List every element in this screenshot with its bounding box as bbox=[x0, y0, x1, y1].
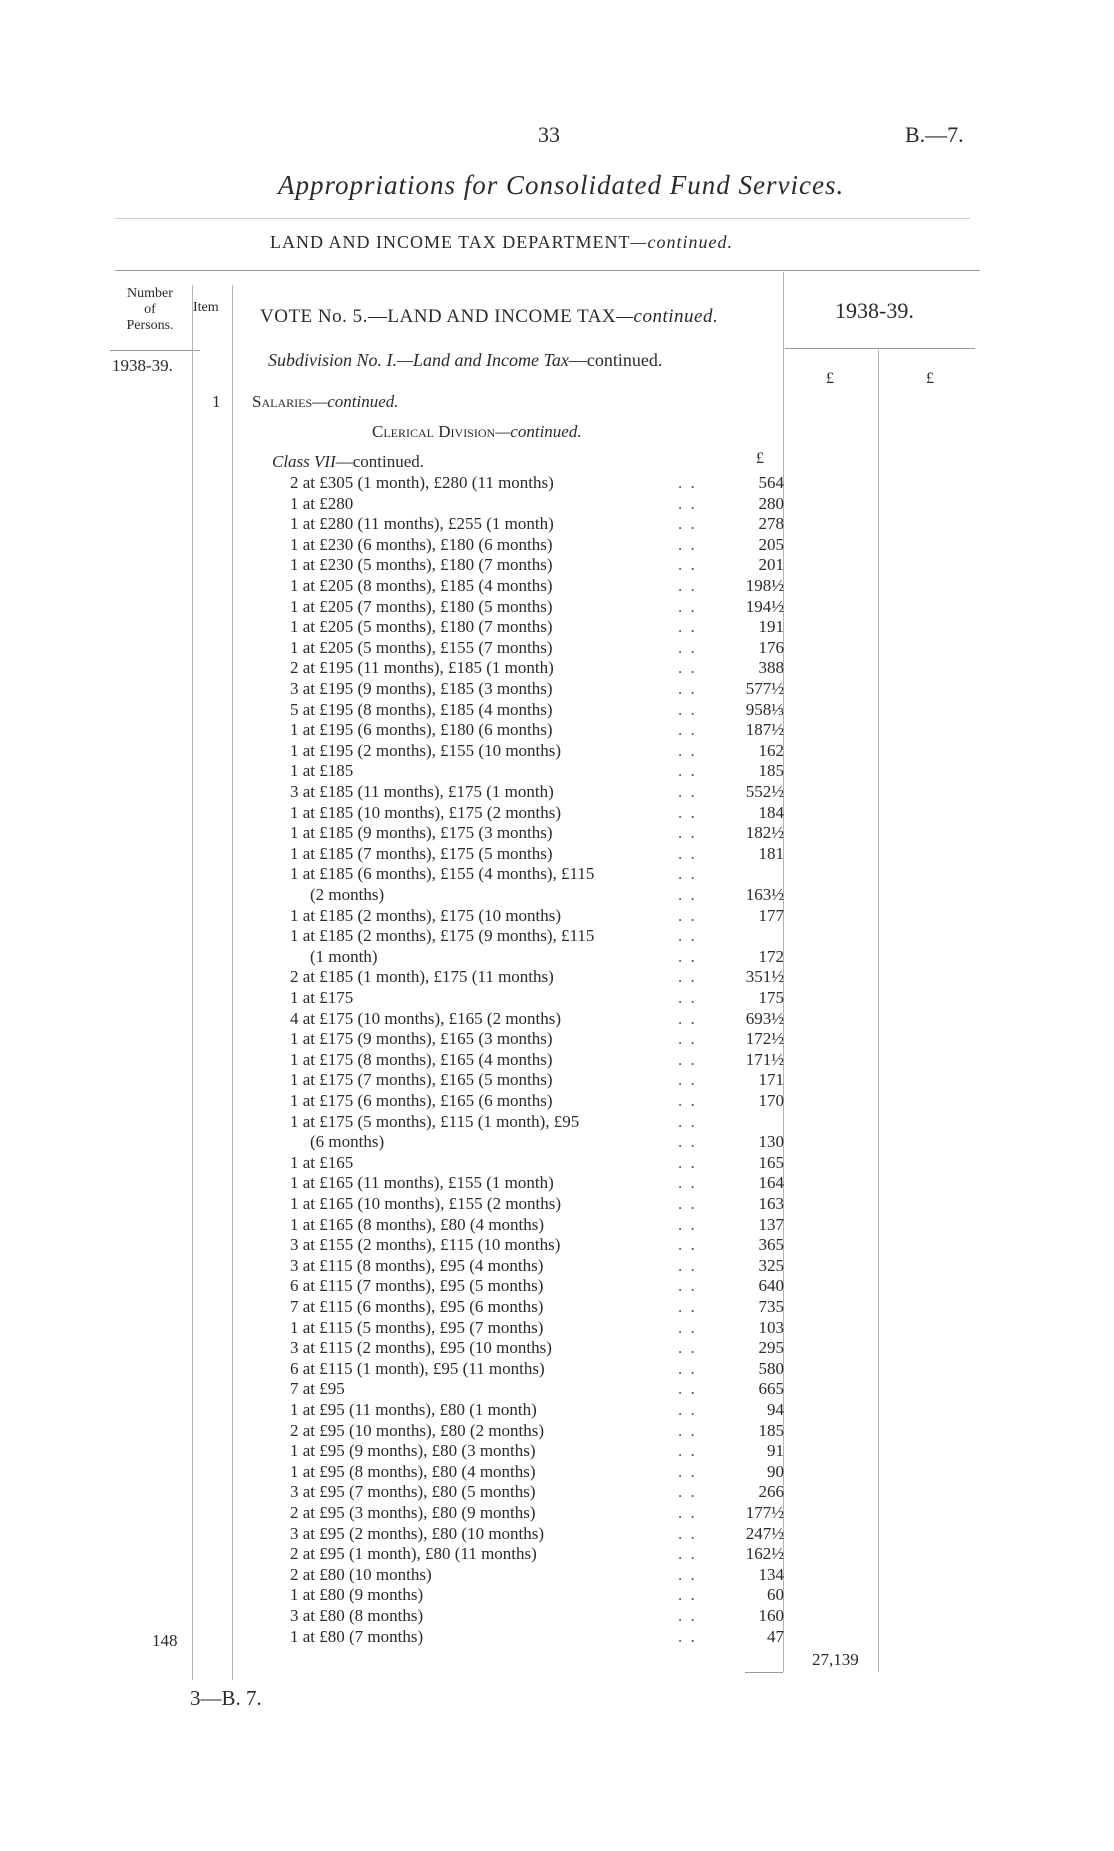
leader-dots: . . bbox=[678, 1441, 697, 1461]
title-rule bbox=[115, 218, 970, 219]
entry-amount: 665 bbox=[758, 1379, 784, 1399]
leader-dots: . . bbox=[678, 637, 697, 657]
table-row bbox=[0, 1131, 1114, 1152]
year-right-rule bbox=[785, 348, 975, 349]
entry-description: 1 at £165 (11 months), £155 (1 month) bbox=[290, 1173, 554, 1193]
entry-description: 1 at £195 (2 months), £155 (10 months) bbox=[290, 740, 562, 760]
entry-amount: 351½ bbox=[745, 967, 784, 987]
entry-amount: 170 bbox=[758, 1091, 784, 1110]
table-row bbox=[0, 1296, 1114, 1317]
salaries-heading bbox=[252, 392, 399, 412]
table-row bbox=[0, 966, 1114, 987]
leader-dots: . . bbox=[678, 699, 697, 719]
entry-description: 1 at £195 (6 months), £180 (6 months) bbox=[290, 720, 553, 740]
entry-amount: 577½ bbox=[745, 679, 784, 698]
class-heading bbox=[272, 452, 424, 472]
leader-dots: . . bbox=[678, 617, 697, 637]
entry-amount: 735 bbox=[758, 1297, 784, 1316]
leader-dots: . . bbox=[678, 1606, 697, 1625]
entry-description: 7 at £95 bbox=[290, 1379, 345, 1399]
table-row bbox=[0, 657, 1114, 678]
leader-dots: . . bbox=[678, 1297, 697, 1316]
entry-amount: 295 bbox=[758, 1338, 784, 1358]
table-row bbox=[0, 946, 1114, 967]
table-row bbox=[0, 513, 1114, 534]
class-text: Class VII bbox=[272, 452, 336, 471]
table-row bbox=[0, 1378, 1114, 1399]
leader-dots: . . bbox=[678, 679, 697, 698]
entry-description: 1 at £95 (9 months), £80 (3 months) bbox=[290, 1441, 536, 1461]
table-row bbox=[0, 1214, 1114, 1235]
entry-amount: 176 bbox=[758, 637, 784, 657]
entry-amount: 162 bbox=[758, 740, 784, 760]
entry-amount: 185 bbox=[758, 761, 784, 781]
table-row bbox=[0, 1193, 1114, 1214]
table-row bbox=[0, 1152, 1114, 1173]
table-row bbox=[0, 534, 1114, 555]
entry-description: 1 at £165 (8 months), £80 (4 months) bbox=[290, 1214, 545, 1234]
leader-dots: . . bbox=[678, 864, 697, 884]
entry-description: 1 at £280 bbox=[290, 493, 354, 513]
table-row bbox=[0, 1337, 1114, 1358]
leader-dots: . . bbox=[678, 493, 697, 513]
division-heading bbox=[372, 422, 582, 442]
entry-description: 1 at £175 (7 months), £165 (5 months) bbox=[290, 1070, 553, 1090]
entry-amount: 182½ bbox=[745, 823, 784, 843]
entry-description: 1 at £185 (2 months), £175 (9 months), £115 bbox=[290, 926, 595, 946]
entry-amount: 388 bbox=[758, 658, 784, 678]
leader-dots: . . bbox=[678, 1255, 697, 1275]
entry-amount: 171 bbox=[758, 1070, 784, 1090]
leader-dots: . . bbox=[678, 1626, 697, 1646]
table-row bbox=[0, 987, 1114, 1008]
entry-amount: 194½ bbox=[745, 596, 784, 616]
entry-amount: 130 bbox=[758, 1132, 784, 1152]
table-row bbox=[0, 1255, 1114, 1276]
division-continued: —continued. bbox=[495, 422, 582, 441]
entry-amount: 172½ bbox=[745, 1029, 784, 1049]
table-row bbox=[0, 1358, 1114, 1379]
table-row bbox=[0, 781, 1114, 802]
entry-description: 1 at £230 (6 months), £180 (6 months) bbox=[290, 534, 553, 554]
leader-dots: . . bbox=[678, 967, 697, 987]
table-row bbox=[0, 1605, 1114, 1626]
item-number: 1 bbox=[212, 392, 221, 411]
leader-dots: . . bbox=[678, 1214, 697, 1234]
entry-description: 2 at £195 (11 months), £185 (1 month) bbox=[290, 658, 554, 678]
leader-dots: . . bbox=[678, 843, 697, 863]
entry-amount: 134 bbox=[758, 1564, 784, 1584]
leader-dots: . . bbox=[678, 576, 697, 595]
entry-description: 1 at £185 bbox=[290, 761, 354, 781]
entry-amount: 552½ bbox=[745, 782, 784, 801]
entry-amount: 90 bbox=[767, 1461, 784, 1481]
entry-description: 5 at £195 (8 months), £185 (4 months) bbox=[290, 699, 553, 719]
entry-description: 1 at £175 (6 months), £165 (6 months) bbox=[290, 1091, 553, 1110]
entry-description: 4 at £175 (10 months), £165 (2 months) bbox=[290, 1008, 562, 1028]
entry-description: 1 at £205 (5 months), £155 (7 months) bbox=[290, 637, 553, 657]
entry-description: 3 at £80 (8 months) bbox=[290, 1606, 424, 1625]
table-row bbox=[0, 884, 1114, 905]
leader-dots: . . bbox=[678, 1049, 697, 1069]
table-row bbox=[0, 1275, 1114, 1296]
table-row bbox=[0, 740, 1114, 761]
leader-dots: . . bbox=[678, 1482, 697, 1502]
class-continued: —continued. bbox=[335, 452, 425, 471]
entry-amount: 137 bbox=[758, 1214, 784, 1234]
entry-amount: 278 bbox=[758, 514, 784, 534]
leader-dots: . . bbox=[678, 740, 697, 760]
subdivision-heading bbox=[268, 350, 662, 371]
leader-dots: . . bbox=[678, 534, 697, 554]
entry-description: 1 at £230 (5 months), £180 (7 months) bbox=[290, 555, 553, 575]
leader-dots: . . bbox=[678, 885, 697, 904]
total-amount: 27,139 bbox=[812, 1650, 859, 1669]
leader-dots: . . bbox=[678, 988, 697, 1007]
entry-amount: 185 bbox=[758, 1420, 784, 1440]
entry-amount: 205 bbox=[758, 534, 784, 554]
entry-description: 7 at £115 (6 months), £95 (6 months) bbox=[290, 1297, 544, 1316]
leader-dots: . . bbox=[678, 1008, 697, 1028]
table-row bbox=[0, 1523, 1114, 1544]
document-reference: B.—7. bbox=[905, 122, 964, 147]
entry-amount: 177½ bbox=[745, 1503, 784, 1522]
entry-amount: 175 bbox=[758, 988, 784, 1007]
table-row bbox=[0, 1234, 1114, 1255]
leader-dots: . . bbox=[678, 1585, 697, 1605]
table-row bbox=[0, 822, 1114, 843]
entry-amount: 325 bbox=[758, 1255, 784, 1275]
entry-description: 3 at £95 (2 months), £80 (10 months) bbox=[290, 1523, 545, 1543]
entry-amount: 198½ bbox=[745, 576, 784, 595]
year-left-header: 1938-39. bbox=[112, 356, 173, 375]
entry-amount: 201 bbox=[758, 555, 784, 575]
leader-dots: . . bbox=[678, 1544, 697, 1564]
entry-description: (1 month) bbox=[310, 946, 378, 966]
entry-amount: 163 bbox=[758, 1194, 784, 1213]
entry-amount: 177 bbox=[758, 905, 784, 925]
vote-title-text: VOTE No. 5.—LAND AND INCOME TAX bbox=[260, 306, 617, 327]
entry-amount: 47 bbox=[767, 1626, 784, 1646]
leader-dots: . . bbox=[678, 802, 697, 822]
entry-description: 2 at £95 (1 month), £80 (11 months) bbox=[290, 1544, 537, 1564]
table-row bbox=[0, 1440, 1114, 1461]
salaries-text: Salaries bbox=[252, 392, 313, 411]
entry-amount: 640 bbox=[758, 1276, 784, 1296]
entry-amount: 580 bbox=[758, 1358, 784, 1378]
entry-description: 2 at £185 (1 month), £175 (11 months) bbox=[290, 967, 554, 987]
entry-description: (2 months) bbox=[310, 885, 385, 904]
table-row bbox=[0, 1028, 1114, 1049]
leader-dots: . . bbox=[678, 823, 697, 843]
leader-dots: . . bbox=[678, 555, 697, 575]
leader-dots: . . bbox=[678, 1029, 697, 1049]
table-row bbox=[0, 925, 1114, 946]
entry-description: 2 at £305 (1 month), £280 (11 months) bbox=[290, 473, 554, 492]
table-row bbox=[0, 1564, 1114, 1585]
entry-description: 1 at £175 (9 months), £165 (3 months) bbox=[290, 1029, 553, 1049]
entry-amount: 162½ bbox=[745, 1544, 784, 1564]
item-header: Item bbox=[193, 300, 219, 315]
entry-description: 1 at £165 (10 months), £155 (2 months) bbox=[290, 1194, 562, 1213]
leader-dots: . . bbox=[678, 1400, 697, 1419]
entry-amount: 103 bbox=[758, 1317, 784, 1337]
entry-amount: 693½ bbox=[745, 1008, 784, 1028]
leader-dots: . . bbox=[678, 473, 697, 492]
persons-header-rule bbox=[110, 350, 200, 351]
leader-dots: . . bbox=[678, 1523, 697, 1543]
table-row bbox=[0, 719, 1114, 740]
leader-dots: . . bbox=[678, 1194, 697, 1213]
subdivision-text: Subdivision No. I.—Land and Income Tax bbox=[268, 350, 569, 370]
entry-description: 1 at £205 (7 months), £180 (5 months) bbox=[290, 596, 553, 616]
year-right-header: 1938-39. bbox=[835, 298, 914, 323]
entry-description: 2 at £95 (10 months), £80 (2 months) bbox=[290, 1420, 545, 1440]
pound-header-2: £ bbox=[926, 370, 934, 387]
subtotal-rule bbox=[745, 1672, 783, 1673]
leader-dots: . . bbox=[678, 782, 697, 801]
table-row bbox=[0, 493, 1114, 514]
table-row bbox=[0, 1502, 1114, 1523]
entry-amount: 365 bbox=[758, 1235, 784, 1255]
footer-reference: 3—B. 7. bbox=[190, 1686, 262, 1710]
table-row bbox=[0, 863, 1114, 884]
entry-description: 6 at £115 (1 month), £95 (11 months) bbox=[290, 1358, 545, 1378]
entry-description: 1 at £205 (8 months), £185 (4 months) bbox=[290, 576, 553, 595]
table-row bbox=[0, 616, 1114, 637]
leader-dots: . . bbox=[678, 905, 697, 925]
vote-title bbox=[260, 306, 718, 328]
table-row bbox=[0, 802, 1114, 823]
entry-description: 1 at £80 (9 months) bbox=[290, 1585, 424, 1605]
entry-description: 1 at £80 (7 months) bbox=[290, 1626, 424, 1646]
leader-dots: . . bbox=[678, 1132, 697, 1152]
page-title: Appropriations for Consolidated Fund Services. bbox=[278, 170, 845, 200]
entry-description: 1 at £115 (5 months), £95 (7 months) bbox=[290, 1317, 544, 1337]
table-row bbox=[0, 1481, 1114, 1502]
entry-amount: 163½ bbox=[745, 885, 784, 904]
entry-amount: 164 bbox=[758, 1173, 784, 1193]
table-row bbox=[0, 1317, 1114, 1338]
pound-header-1: £ bbox=[826, 370, 834, 387]
leader-dots: . . bbox=[678, 1358, 697, 1378]
entry-amount: 165 bbox=[758, 1152, 784, 1172]
leader-dots: . . bbox=[678, 1152, 697, 1172]
entry-description: 1 at £185 (2 months), £175 (10 months) bbox=[290, 905, 562, 925]
leader-dots: . . bbox=[678, 1111, 697, 1131]
leader-dots: . . bbox=[678, 720, 697, 740]
entry-description: 1 at £205 (5 months), £180 (7 months) bbox=[290, 617, 553, 637]
table-row bbox=[0, 1008, 1114, 1029]
amount-pound-sign: £ bbox=[756, 450, 764, 467]
entry-description: 2 at £80 (10 months) bbox=[290, 1564, 432, 1584]
table-row bbox=[0, 678, 1114, 699]
table-top-rule bbox=[115, 270, 980, 271]
entry-amount: 958⅓ bbox=[745, 699, 784, 719]
table-row bbox=[0, 1461, 1114, 1482]
entry-description: 1 at £185 (6 months), £155 (4 months), £115 bbox=[290, 864, 595, 884]
entry-description: 6 at £115 (7 months), £95 (5 months) bbox=[290, 1276, 544, 1296]
total-persons: 148 bbox=[152, 1631, 178, 1650]
table-row bbox=[0, 1399, 1114, 1420]
leader-dots: . . bbox=[678, 658, 697, 678]
table-row bbox=[0, 1543, 1114, 1564]
entry-description: 1 at £175 bbox=[290, 988, 354, 1007]
entry-amount: 247½ bbox=[745, 1523, 784, 1543]
table-row bbox=[0, 1584, 1114, 1605]
table-row bbox=[0, 699, 1114, 720]
entry-amount: 184 bbox=[758, 802, 784, 822]
entry-description: 1 at £95 (8 months), £80 (4 months) bbox=[290, 1461, 536, 1481]
leader-dots: . . bbox=[678, 596, 697, 616]
department-name: LAND AND INCOME TAX DEPARTMENT bbox=[270, 232, 631, 252]
entry-description: 3 at £195 (9 months), £185 (3 months) bbox=[290, 679, 553, 698]
table-row bbox=[0, 554, 1114, 575]
table-row bbox=[0, 575, 1114, 596]
number-of-persons-header: Number of Persons. bbox=[126, 286, 174, 333]
leader-dots: . . bbox=[678, 1317, 697, 1337]
table-row bbox=[0, 596, 1114, 617]
entry-description: 1 at £175 (5 months), £115 (1 month), £95 bbox=[290, 1111, 580, 1131]
leader-dots: . . bbox=[678, 1091, 697, 1110]
table-row bbox=[0, 1111, 1114, 1132]
department-continued: —continued. bbox=[630, 232, 733, 252]
entry-description: 2 at £95 (3 months), £80 (9 months) bbox=[290, 1503, 536, 1522]
table-row bbox=[0, 472, 1114, 493]
entry-amount: 94 bbox=[767, 1400, 784, 1419]
salaries-continued: —continued. bbox=[312, 392, 399, 411]
vote-title-continued: —continued. bbox=[616, 306, 719, 327]
entry-amount: 266 bbox=[758, 1482, 784, 1502]
entry-amount: 280 bbox=[758, 493, 784, 513]
entry-description: 1 at £175 (8 months), £165 (4 months) bbox=[290, 1049, 553, 1069]
entry-description: 3 at £95 (7 months), £80 (5 months) bbox=[290, 1482, 536, 1502]
table-row bbox=[0, 1049, 1114, 1070]
entry-description: 3 at £155 (2 months), £115 (10 months) bbox=[290, 1235, 561, 1255]
division-text: Clerical Division bbox=[372, 422, 496, 441]
entry-amount: 171½ bbox=[745, 1049, 784, 1069]
entry-description: 3 at £115 (2 months), £95 (10 months) bbox=[290, 1338, 552, 1358]
entry-description: 1 at £185 (10 months), £175 (2 months) bbox=[290, 802, 562, 822]
entry-description: 1 at £185 (7 months), £175 (5 months) bbox=[290, 843, 553, 863]
entry-amount: 172 bbox=[758, 946, 784, 966]
leader-dots: . . bbox=[678, 761, 697, 781]
entry-amount: 60 bbox=[767, 1585, 784, 1605]
leader-dots: . . bbox=[678, 946, 697, 966]
subdivision-continued: —continued. bbox=[568, 350, 663, 370]
table-row bbox=[0, 905, 1114, 926]
table-row bbox=[0, 760, 1114, 781]
entry-description: 3 at £115 (8 months), £95 (4 months) bbox=[290, 1255, 544, 1275]
table-row bbox=[0, 1420, 1114, 1441]
entry-amount: 564 bbox=[758, 473, 784, 492]
entry-description: 1 at £185 (9 months), £175 (3 months) bbox=[290, 823, 553, 843]
leader-dots: . . bbox=[678, 926, 697, 946]
table-row bbox=[0, 1069, 1114, 1090]
table-row bbox=[0, 843, 1114, 864]
department-heading bbox=[270, 232, 733, 253]
entry-amount: 181 bbox=[758, 843, 784, 863]
leader-dots: . . bbox=[678, 1503, 697, 1522]
entry-description: 1 at £95 (11 months), £80 (1 month) bbox=[290, 1400, 537, 1419]
leader-dots: . . bbox=[678, 1461, 697, 1481]
leader-dots: . . bbox=[678, 1235, 697, 1255]
table-row bbox=[0, 637, 1114, 658]
table-row bbox=[0, 1090, 1114, 1111]
leader-dots: . . bbox=[678, 1420, 697, 1440]
entry-amount: 91 bbox=[767, 1441, 784, 1461]
leader-dots: . . bbox=[678, 1173, 697, 1193]
leader-dots: . . bbox=[678, 1564, 697, 1584]
leader-dots: . . bbox=[678, 1338, 697, 1358]
entry-amount: 187½ bbox=[745, 720, 784, 740]
entry-amount: 191 bbox=[758, 617, 784, 637]
entry-description: 1 at £165 bbox=[290, 1152, 354, 1172]
entry-description: (6 months) bbox=[310, 1132, 385, 1152]
page-number: 33 bbox=[538, 122, 560, 147]
table-row bbox=[0, 1172, 1114, 1193]
leader-dots: . . bbox=[678, 1276, 697, 1296]
entry-amount: 160 bbox=[758, 1606, 784, 1625]
entry-description: 3 at £185 (11 months), £175 (1 month) bbox=[290, 782, 554, 801]
leader-dots: . . bbox=[678, 514, 697, 534]
entry-description: 1 at £280 (11 months), £255 (1 month) bbox=[290, 514, 554, 534]
leader-dots: . . bbox=[678, 1070, 697, 1090]
leader-dots: . . bbox=[678, 1379, 697, 1399]
